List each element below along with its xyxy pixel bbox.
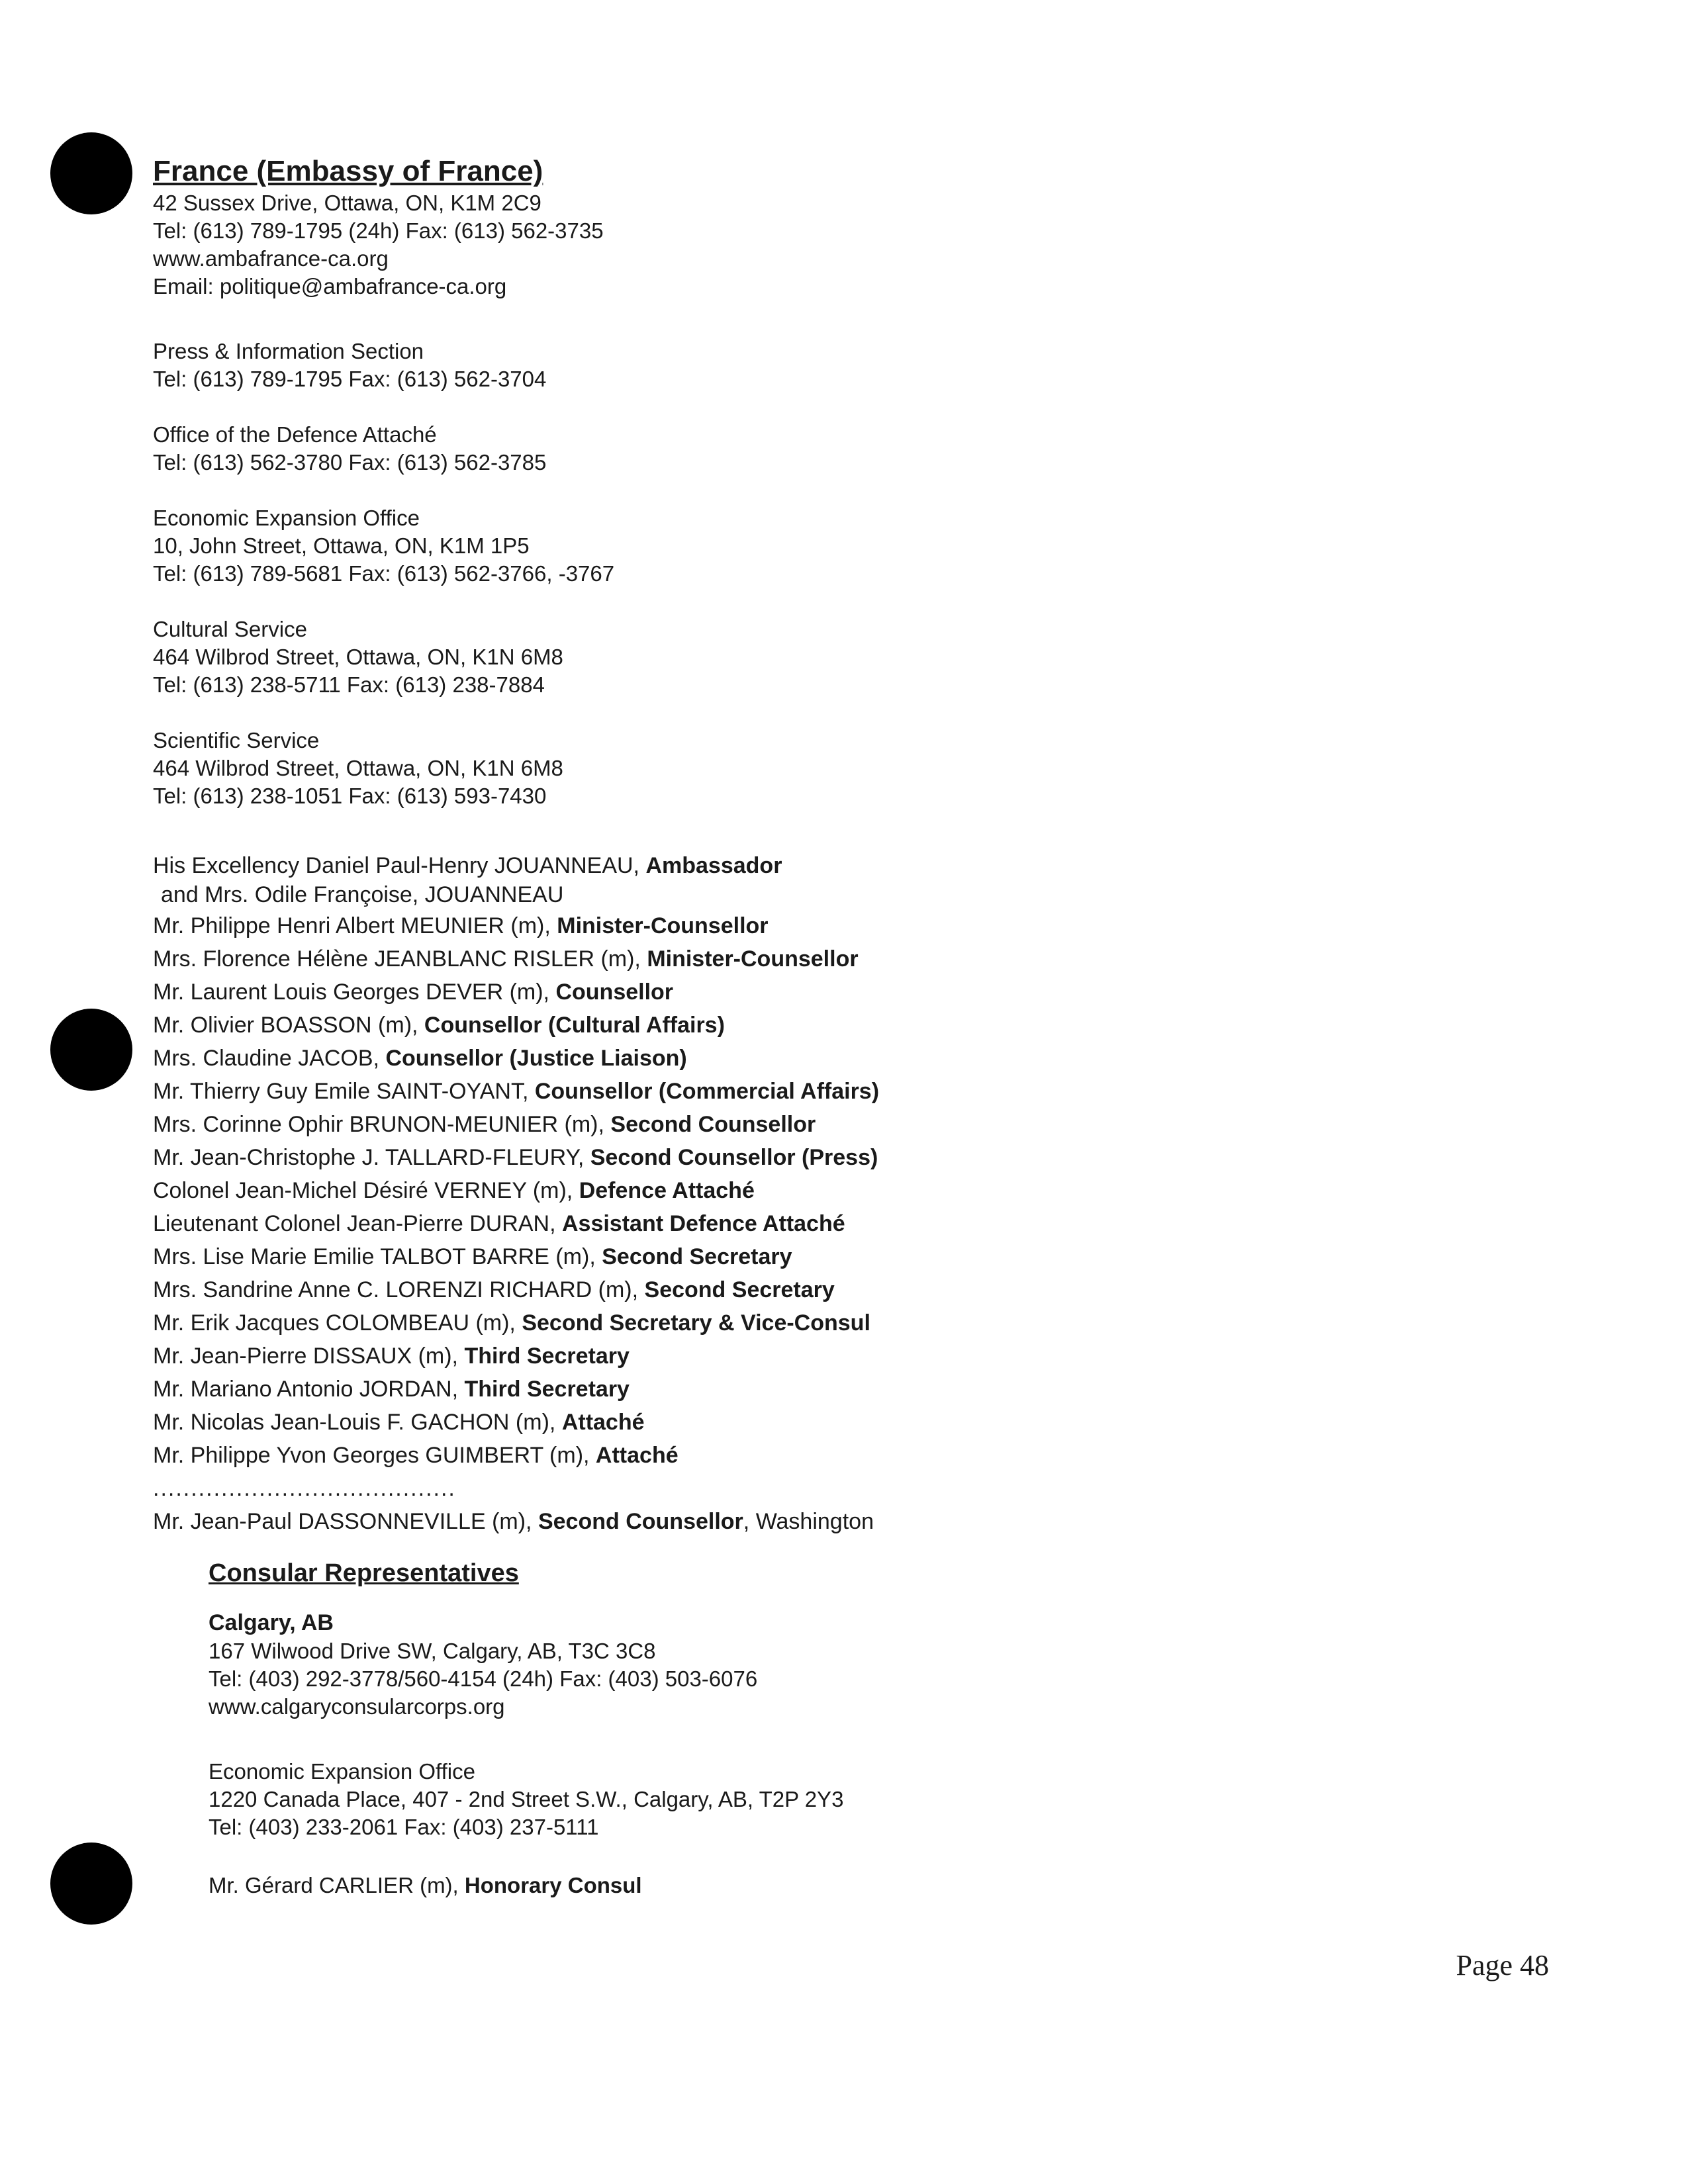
office-name: Economic Expansion Office (153, 506, 420, 530)
staff-name: Colonel Jean-Michel Désiré VERNEY (m), (153, 1178, 573, 1203)
staff-row (153, 1174, 1411, 1207)
staff-name: Mr. Jean-Christophe J. TALLARD-FLEURY, (153, 1145, 585, 1170)
staff-name: Mr. Thierry Guy Emile SAINT-OYANT, (153, 1079, 529, 1104)
consular-office (209, 1758, 1411, 1841)
staff-name: Mrs. Lise Marie Emilie TALBOT BARRE (m), (153, 1244, 596, 1269)
page-number: Page 48 (1456, 1949, 1549, 1981)
office-name: Press & Information Section (153, 339, 424, 363)
staff-title: Defence Attaché (579, 1178, 755, 1203)
embassy-address: 42 Sussex Drive, Ottawa, ON, K1M 2C9 (153, 191, 541, 215)
document-body (153, 154, 1411, 1899)
office-line: Tel: (613) 238-5711 Fax: (613) 238-7884 (153, 672, 545, 697)
office-line: Tel: (613) 562-3780 Fax: (613) 562-3785 (153, 450, 547, 475)
staff-title: Second Secretary (644, 1277, 835, 1302)
staff-row (153, 942, 1411, 976)
washington-name: Mr. Jean-Paul DASSONNEVILLE (m), (153, 1509, 532, 1534)
staff-title: Attaché (561, 1410, 645, 1435)
office-line: 464 Wilbrod Street, Ottawa, ON, K1N 6M8 (153, 645, 563, 669)
consular-office-name: Economic Expansion Office (209, 1759, 475, 1784)
staff-title: Second Secretary (602, 1244, 792, 1269)
office-line: Tel: (613) 789-1795 Fax: (613) 562-3704 (153, 367, 547, 391)
consular-address: 167 Wilwood Drive SW, Calgary, AB, T3C 3C8 (209, 1639, 656, 1663)
staff-title: Counsellor (Justice Liaison) (385, 1046, 687, 1071)
staff-row (153, 1075, 1411, 1108)
punch-hole-bottom (50, 1843, 132, 1925)
ambassador-name: His Excellency Daniel Paul-Henry JOUANNEAU, (153, 853, 640, 878)
staff-row (153, 1042, 1411, 1075)
staff-title: Counsellor (Commercial Affairs) (534, 1079, 880, 1104)
office-line: 10, John Street, Ottawa, ON, K1M 1P5 (153, 533, 530, 558)
staff-title: Second Counsellor (Press) (590, 1145, 878, 1170)
consular-section (209, 1557, 1411, 1899)
staff-title: Assistant Defence Attaché (561, 1211, 845, 1236)
punch-hole-middle (50, 1009, 132, 1091)
staff-row (153, 1273, 1411, 1306)
staff-row (153, 1306, 1411, 1340)
staff-rows (153, 909, 1411, 1472)
staff-name: Mr. Jean-Pierre DISSAUX (m), (153, 1343, 458, 1369)
staff-title: Minister-Counsellor (557, 913, 769, 938)
washington-line (153, 1505, 1411, 1538)
staff-name: Mr. Philippe Yvon Georges GUIMBERT (m), (153, 1443, 590, 1468)
consular-website: www.calgaryconsularcorps.org (209, 1694, 505, 1719)
staff-row (153, 1373, 1411, 1406)
embassy-website: www.ambafrance-ca.org (153, 246, 389, 271)
staff-name: Mrs. Claudine JACOB, (153, 1046, 379, 1071)
staff-title: Minister-Counsellor (647, 946, 859, 972)
office-line: Tel: (613) 789-5681 Fax: (613) 562-3766, -3767 (153, 561, 615, 586)
consular-title: Consular Representatives (209, 1559, 519, 1587)
office-line: 464 Wilbrod Street, Ottawa, ON, K1N 6M8 (153, 756, 563, 780)
staff-name: Mr. Philippe Henri Albert MEUNIER (m), (153, 913, 551, 938)
punch-hole-top (50, 132, 132, 214)
consular-tel-fax: Tel: (403) 292-3778/560-4154 (24h) Fax: (403) 503-6076 (209, 1666, 758, 1691)
staff-name: Mr. Nicolas Jean-Louis F. GACHON (m), (153, 1410, 556, 1435)
staff-name: Mr. Erik Jacques COLOMBEAU (m), (153, 1310, 516, 1336)
staff-title: Counsellor (Cultural Affairs) (424, 1013, 725, 1038)
honorary-name: Mr. Gérard CARLIER (m), (209, 1873, 459, 1897)
office-economic (153, 504, 1411, 588)
staff-name: Mrs. Corinne Ophir BRUNON-MEUNIER (m), (153, 1112, 604, 1137)
staff-row (153, 1108, 1411, 1141)
office-line: Tel: (613) 238-1051 Fax: (613) 593-7430 (153, 784, 547, 808)
office-defence (153, 421, 1411, 477)
consular-office-address: 1220 Canada Place, 407 - 2nd Street S.W., Calgary, AB, T2P 2Y3 (209, 1787, 844, 1811)
consular-city: Calgary, AB (209, 1610, 334, 1635)
staff-row (153, 1406, 1411, 1439)
ambassador-spouse: and Mrs. Odile Françoise, JOUANNEAU (161, 882, 564, 907)
staff-name: Lieutenant Colonel Jean-Pierre DURAN, (153, 1211, 556, 1236)
ambassador-title: Ambassador (645, 853, 782, 878)
office-press (153, 338, 1411, 393)
staff-list (153, 851, 1411, 1538)
office-name: Cultural Service (153, 617, 307, 641)
embassy-title: France (Embassy of France) (153, 155, 543, 187)
office-scientific (153, 727, 1411, 810)
staff-row (153, 1439, 1411, 1472)
staff-title: Second Counsellor (610, 1112, 816, 1137)
staff-title: Second Secretary & Vice-Consul (522, 1310, 870, 1336)
staff-name: Mr. Laurent Louis Georges DEVER (m), (153, 979, 550, 1005)
washington-title: Second Counsellor (538, 1509, 743, 1534)
staff-row (153, 976, 1411, 1009)
staff-name: Mrs. Sandrine Anne C. LORENZI RICHARD (m), (153, 1277, 639, 1302)
staff-title: Attaché (595, 1443, 679, 1468)
consular-office-tel-fax: Tel: (403) 233-2061 Fax: (403) 237-5111 (209, 1815, 599, 1839)
ambassador-line (153, 851, 1411, 880)
staff-row (153, 1207, 1411, 1240)
office-cultural (153, 615, 1411, 699)
embassy-tel-fax: Tel: (613) 789-1795 (24h) Fax: (613) 562-3735 (153, 218, 604, 243)
staff-row (153, 1340, 1411, 1373)
staff-row (153, 909, 1411, 942)
office-name: Scientific Service (153, 728, 320, 752)
staff-title: Third Secretary (464, 1343, 630, 1369)
staff-row (153, 1009, 1411, 1042)
office-name: Office of the Defence Attaché (153, 422, 437, 447)
staff-row (153, 1141, 1411, 1174)
honorary-title: Honorary Consul (464, 1873, 642, 1897)
separator-dots: ........................................ (153, 1476, 456, 1501)
embassy-email: Email: politique@ambafrance-ca.org (153, 274, 507, 298)
staff-title: Third Secretary (464, 1377, 630, 1402)
staff-title: Counsellor (555, 979, 674, 1005)
washington-suffix: , Washington (743, 1509, 874, 1534)
staff-row (153, 1240, 1411, 1273)
honorary-consul-line (209, 1872, 1411, 1899)
staff-name: Mr. Mariano Antonio JORDAN, (153, 1377, 459, 1402)
staff-name: Mr. Olivier BOASSON (m), (153, 1013, 418, 1038)
staff-name: Mrs. Florence Hélène JEANBLANC RISLER (m), (153, 946, 641, 972)
